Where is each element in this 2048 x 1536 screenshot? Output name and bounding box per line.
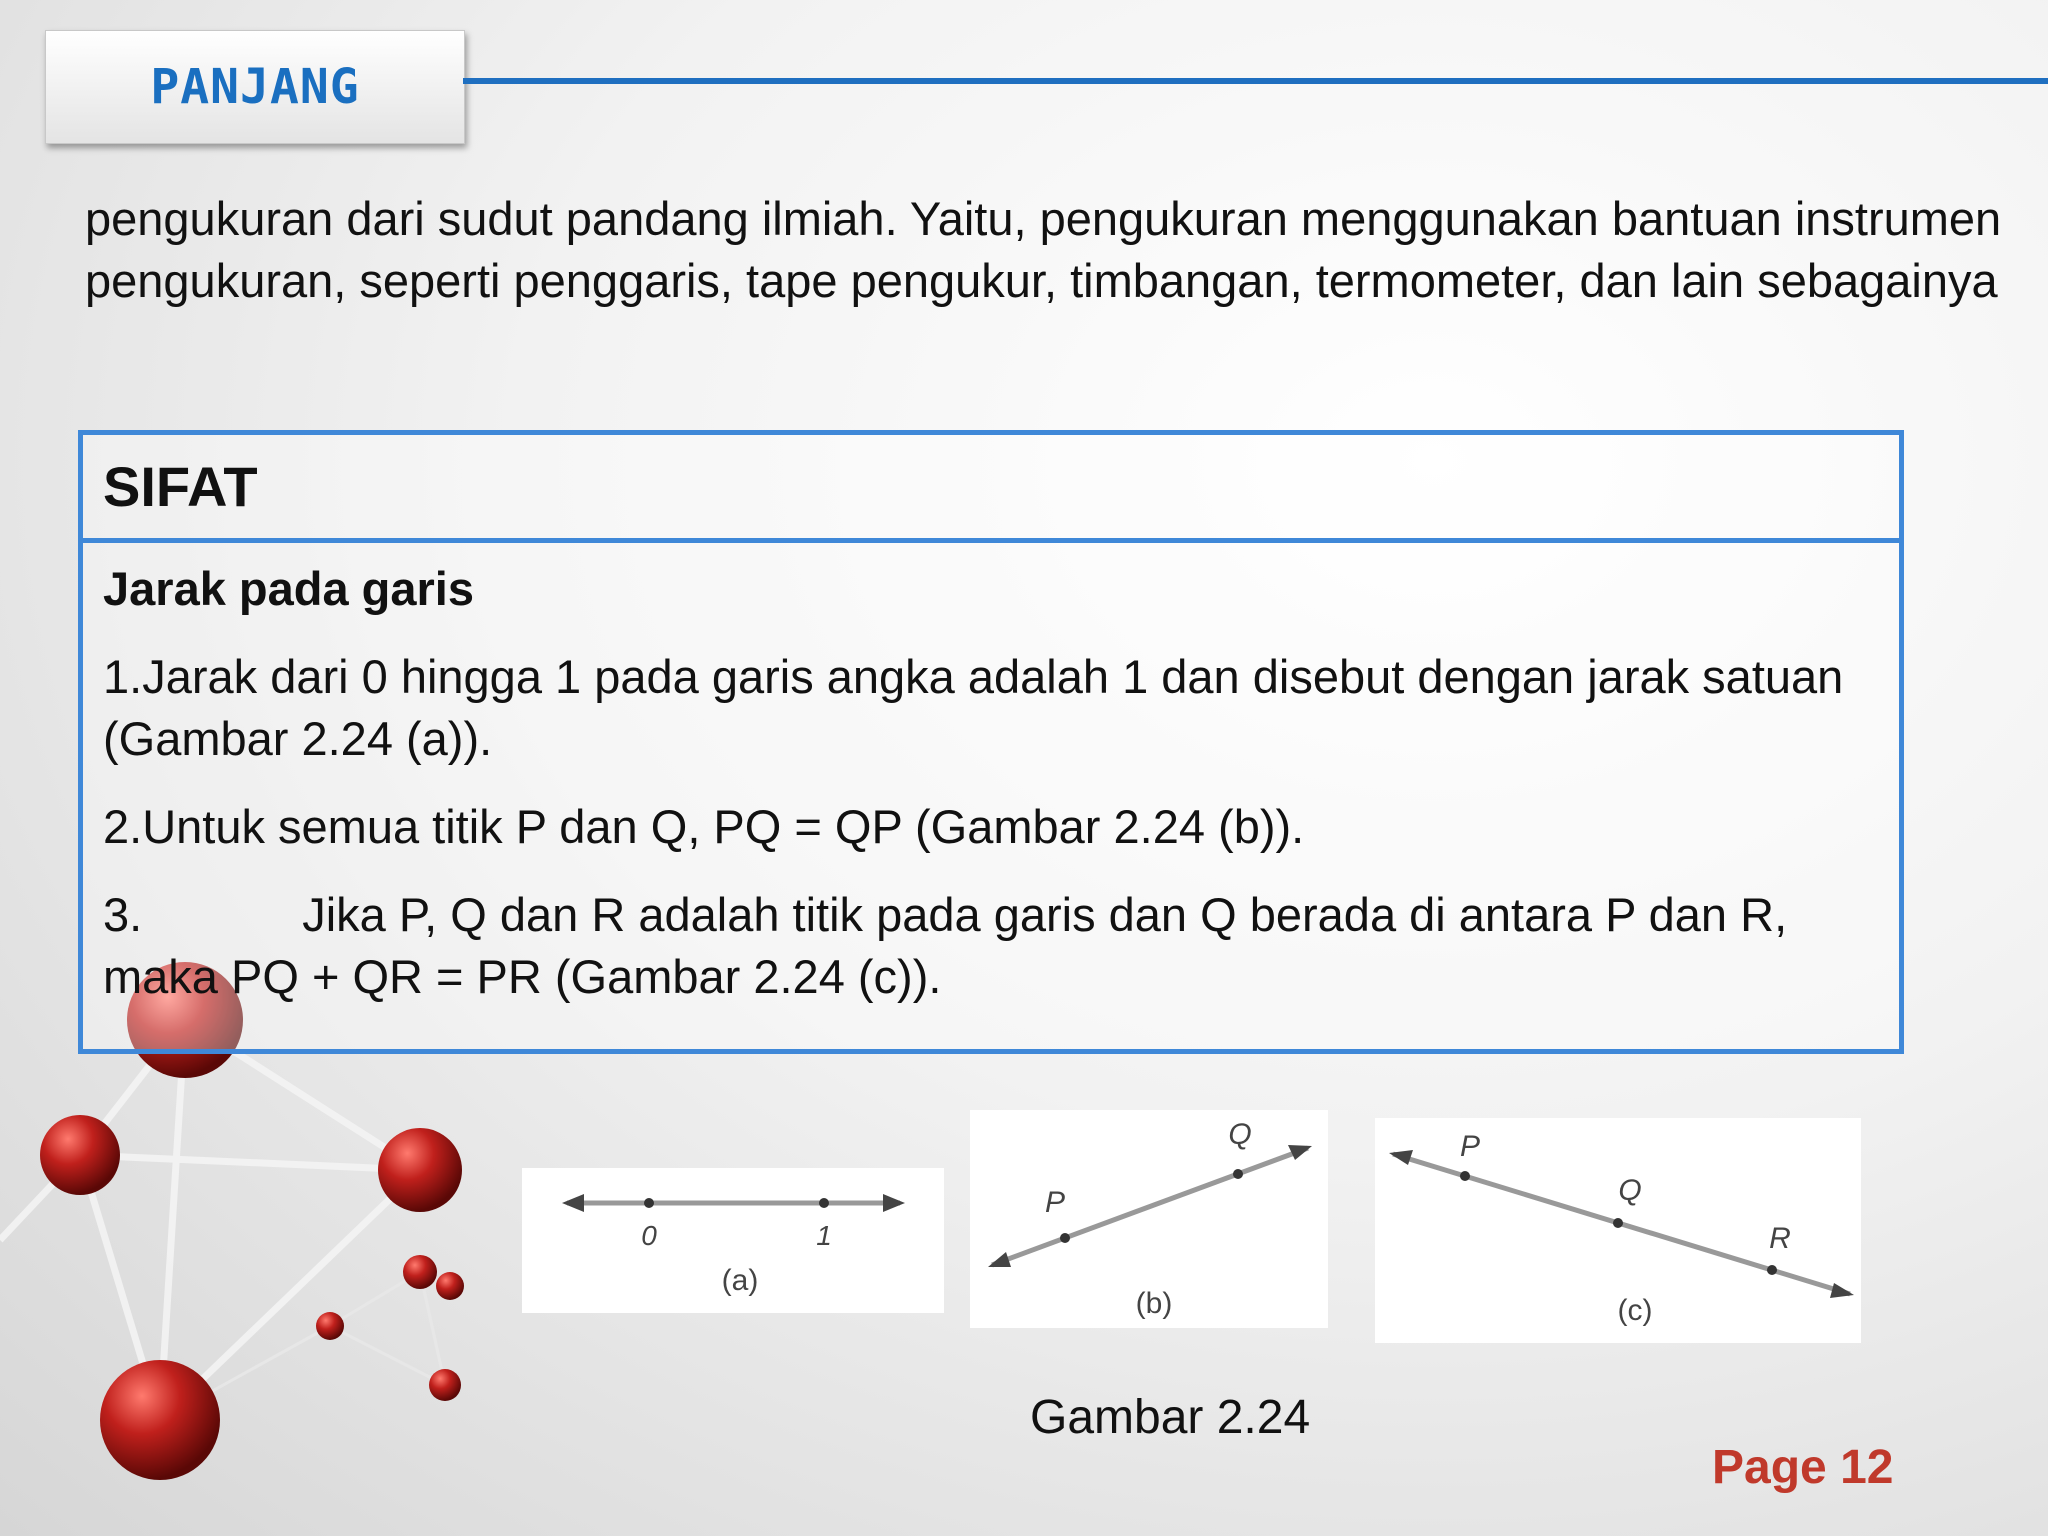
figure-c xyxy=(1375,1118,1861,1343)
title-tab xyxy=(45,30,465,144)
title-underline xyxy=(463,78,2048,84)
page-number: Page 12 xyxy=(1712,1441,1894,1494)
item-text: Jarak dari 0 hingga 1 pada garis angka adalah 1 dan disebut dengan jarak satuan (Gambar 2.24 (a)). xyxy=(103,650,1844,765)
label-q: Q xyxy=(1228,1118,1252,1151)
label-q: Q xyxy=(1618,1174,1642,1207)
point-0 xyxy=(644,1198,654,1208)
label-0: 0 xyxy=(641,1220,657,1251)
item-text: Jika P, Q dan R adalah titik pada garis dan Q berada di antara P dan R, maka PQ + QR = PR (Gambar 2.24 (c)). xyxy=(103,888,1788,1003)
caption-b: (b) xyxy=(1135,1287,1173,1320)
sifat-box xyxy=(78,430,1904,1054)
sifat-title: SIFAT xyxy=(103,455,258,518)
item-number: 3. xyxy=(103,888,143,941)
label-p: P xyxy=(1459,1130,1481,1163)
sifat-subtitle: Jarak pada garis xyxy=(103,562,474,615)
point-q xyxy=(1233,1169,1243,1179)
figure-caption: Gambar 2.24 xyxy=(1030,1391,1311,1444)
point-1 xyxy=(819,1198,829,1208)
figure-b xyxy=(970,1110,1328,1328)
caption-c: (c) xyxy=(1617,1294,1653,1327)
item-text: Untuk semua titik P dan Q, PQ = QP (Gambar 2.24 (b)). xyxy=(142,800,1305,853)
sifat-item-3 xyxy=(103,884,1879,1008)
caption-a: (a) xyxy=(721,1264,759,1297)
figure-a xyxy=(522,1168,944,1313)
point-p xyxy=(1460,1171,1470,1181)
sifat-item-1 xyxy=(103,646,1879,770)
item-number: 1. xyxy=(103,650,143,703)
point-p xyxy=(1060,1233,1070,1243)
intro-paragraph: pengukuran dari sudut pandang ilmiah. Yaitu, pengukuran menggunakan bantuan instrumen pengukuran, seperti penggaris, tape pengukur, timbangan, termometer, dan lain sebagainya xyxy=(85,192,2002,307)
item-number: 2. xyxy=(103,800,143,853)
number-line-diagram xyxy=(522,1168,944,1313)
line-pq-diagram xyxy=(970,1110,1328,1328)
point-r xyxy=(1767,1265,1777,1275)
sifat-header xyxy=(83,435,1899,543)
point-q xyxy=(1613,1218,1623,1228)
line-pqr-diagram xyxy=(1375,1118,1861,1343)
label-p: P xyxy=(1044,1186,1066,1219)
label-1: 1 xyxy=(816,1220,832,1251)
sifat-body xyxy=(83,543,1899,1008)
page-title: PANJANG xyxy=(150,59,360,115)
sifat-item-2 xyxy=(103,796,1879,858)
label-r: R xyxy=(1769,1222,1791,1255)
